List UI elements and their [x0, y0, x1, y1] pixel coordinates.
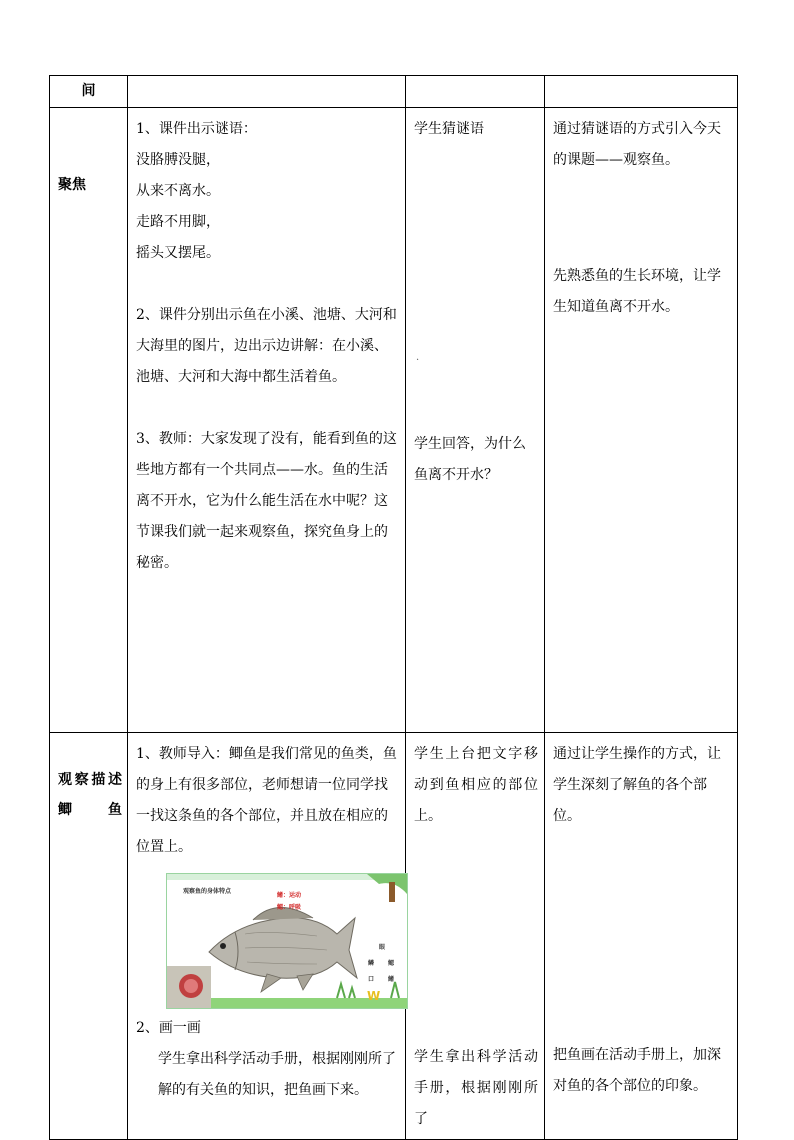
habitat-paragraph: 2、课件分别出示鱼在小溪、池塘、大河和大海里的图片，边出示边讲解：在小溪、池塘、大河和大海中都生活着鱼。: [136, 307, 397, 385]
figure-part-label[interactable]: 眼: [379, 944, 386, 951]
riddle-intro: 1、课件出示谜语：: [136, 121, 257, 137]
intent-habitat: 先熟悉鱼的生长环境，让学生知道鱼离不开水。: [553, 268, 721, 315]
riddle-line: 摇头又摆尾。: [136, 245, 220, 261]
table-header-row: [50, 76, 738, 108]
student-draw-fish: 学生拿出科学活动手册，根据刚刚所了: [414, 1049, 538, 1127]
stage-label-focus: 聚焦: [50, 108, 128, 733]
teacher-intro-paragraph: 1、教师导入：鲫鱼是我们常见的鱼类，鱼的身上有很多部位，老师想请一位同学找一找这条鱼的各个部位，并且放在相应的位置上。: [136, 746, 397, 855]
intent-draw: 把鱼画在活动手册上，加深对鱼的各个部位的印象。: [553, 1047, 721, 1094]
figure-part-label[interactable]: 鳃: [388, 960, 395, 967]
stray-dot-mark: ·: [416, 355, 420, 366]
table-row-focus: [50, 108, 738, 733]
student-activity-observe: [406, 733, 545, 1140]
figure-part-label[interactable]: 口: [368, 976, 375, 983]
riddle-line: 从来不离水。: [136, 183, 220, 199]
svg-text:W: W: [367, 989, 381, 1003]
intent-operate: 通过让学生操作的方式，让学生深刻了解鱼的各个部位。: [553, 746, 721, 824]
header-cell-intent: [545, 76, 738, 108]
student-activity-focus: [406, 108, 545, 733]
figure-label-gill-function: 鳃：呼吸: [277, 904, 302, 911]
riddle-line: 走路不用脚，: [136, 214, 220, 230]
student-move-labels: 学生上台把文字移动到鱼相应的部位上。: [414, 746, 538, 824]
lesson-plan-table: [49, 75, 738, 1140]
figure-part-label[interactable]: 鳍: [388, 976, 395, 983]
draw-section-title: 2、画一画: [136, 1020, 201, 1036]
draw-section-body: 学生拿出科学活动手册，根据刚刚所了解的有关鱼的知识，把鱼画下来。: [158, 1051, 396, 1098]
teacher-activity-focus: [128, 108, 406, 733]
intent-riddle: 通过猜谜语的方式引入今天的课题——观察鱼。: [553, 121, 721, 168]
teacher-activity-observe: [128, 733, 406, 1140]
design-intent-focus: [545, 108, 738, 733]
fish-figure: [166, 873, 408, 1009]
header-cell-student: [406, 76, 545, 108]
figure-label-fin-function: 鳍：运动: [277, 892, 302, 899]
teacher-question-paragraph: 3、教师：大家发现了没有，能看到鱼的这些地方都有一个共同点——水。鱼的生活离不开水，它为什么能生活在水中呢？这节课我们就一起来观察鱼，探究鱼身上的秘密。: [136, 431, 397, 571]
table-row-observe: [50, 733, 738, 1140]
figure-title: 观察鱼的身体特点: [183, 888, 232, 895]
student-answer: 学生回答，为什么鱼离不开水？: [414, 436, 526, 483]
header-cell-teacher: [128, 76, 406, 108]
riddle-line: 没胳膊没腿，: [136, 152, 220, 168]
student-guess-riddle: 学生猜谜语: [414, 121, 484, 137]
stage-label-observe: 观察描述鲫鱼: [50, 733, 128, 1140]
monkey-decoration: [389, 882, 395, 902]
design-intent-observe: [545, 733, 738, 1140]
header-cell-stage: 间: [50, 76, 128, 108]
figure-part-label[interactable]: 鳞: [368, 960, 375, 967]
